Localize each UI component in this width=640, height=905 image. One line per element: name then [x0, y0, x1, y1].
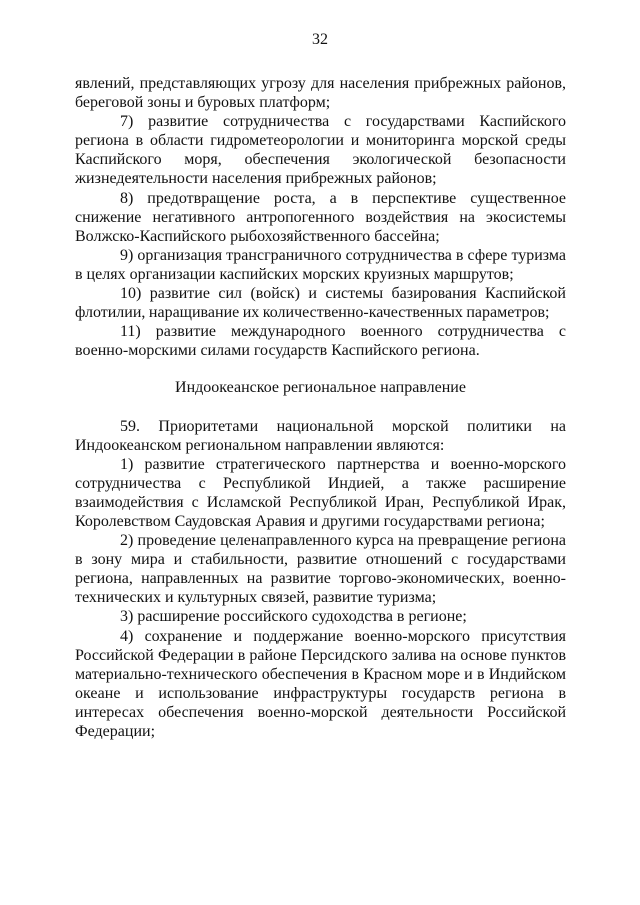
list-item-7: 7) развитие сотрудничества с государствами Каспийского региона в области гидрометеорологии и мониторинга морской среды Каспийского моря, обеспечения экологической безопасности жизнедеятельности населения прибрежных районов; [75, 113, 566, 188]
list-item-1: 1) развитие стратегического партнерства и военно-морского сотрудничества с Республикой Индией, а также расширение взаимодействия с Исламской Республикой Иран, Республикой Ирак, Королевством Саудовская Аравия и другими государствами региона; [75, 455, 566, 530]
paragraph-continuation: явлений, представляющих угрозу для населения прибрежных районов, береговой зоны и буровых платформ; [75, 75, 566, 112]
section-heading: Индоокеанское региональное направление [175, 379, 466, 397]
list-item-2: 2) проведение целенаправленного курса на превращение региона в зону мира и стабильности, развитие отношений с государствами региона, направленных на развитие торгово-экономических, военно-технических и культурных связей, развитие туризма; [75, 532, 566, 607]
page-number: 32 [312, 31, 328, 48]
list-item-3: 3) расширение российского судоходства в регионе; [120, 608, 467, 626]
list-item-10: 10) развитие сил (войск) и системы базирования Каспийской флотилии, наращивание их количественно-качественных параметров; [75, 285, 566, 322]
list-item-9: 9) организация трансграничного сотрудничества в сфере туризма в целях организации каспийских морских круизных маршрутов; [75, 246, 566, 283]
list-item-11: 11) развитие международного военного сотрудничества с военно-морскими силами государств Каспийского региона. [75, 323, 566, 360]
list-item-4: 4) сохранение и поддержание военно-морского присутствия Российской Федерации в районе Персидского залива на основе пунктов материально-технического обеспечения в Красном море и в Индийском океане и использование инфраструктуры государств региона в интересах обеспечения военно-морской деятельности Российской Федерации; [75, 627, 566, 740]
document-body [75, 74, 566, 741]
list-item-8: 8) предотвращение роста, а в перспективе существенное снижение негативного антропогенного воздействия на экосистемы Волжско-Каспийского рыбохозяйственного бассейна; [75, 189, 566, 245]
clause-59-intro: 59. Приоритетами национальной морской политики на Индоокеанском региональном направлении являются: [75, 417, 566, 454]
